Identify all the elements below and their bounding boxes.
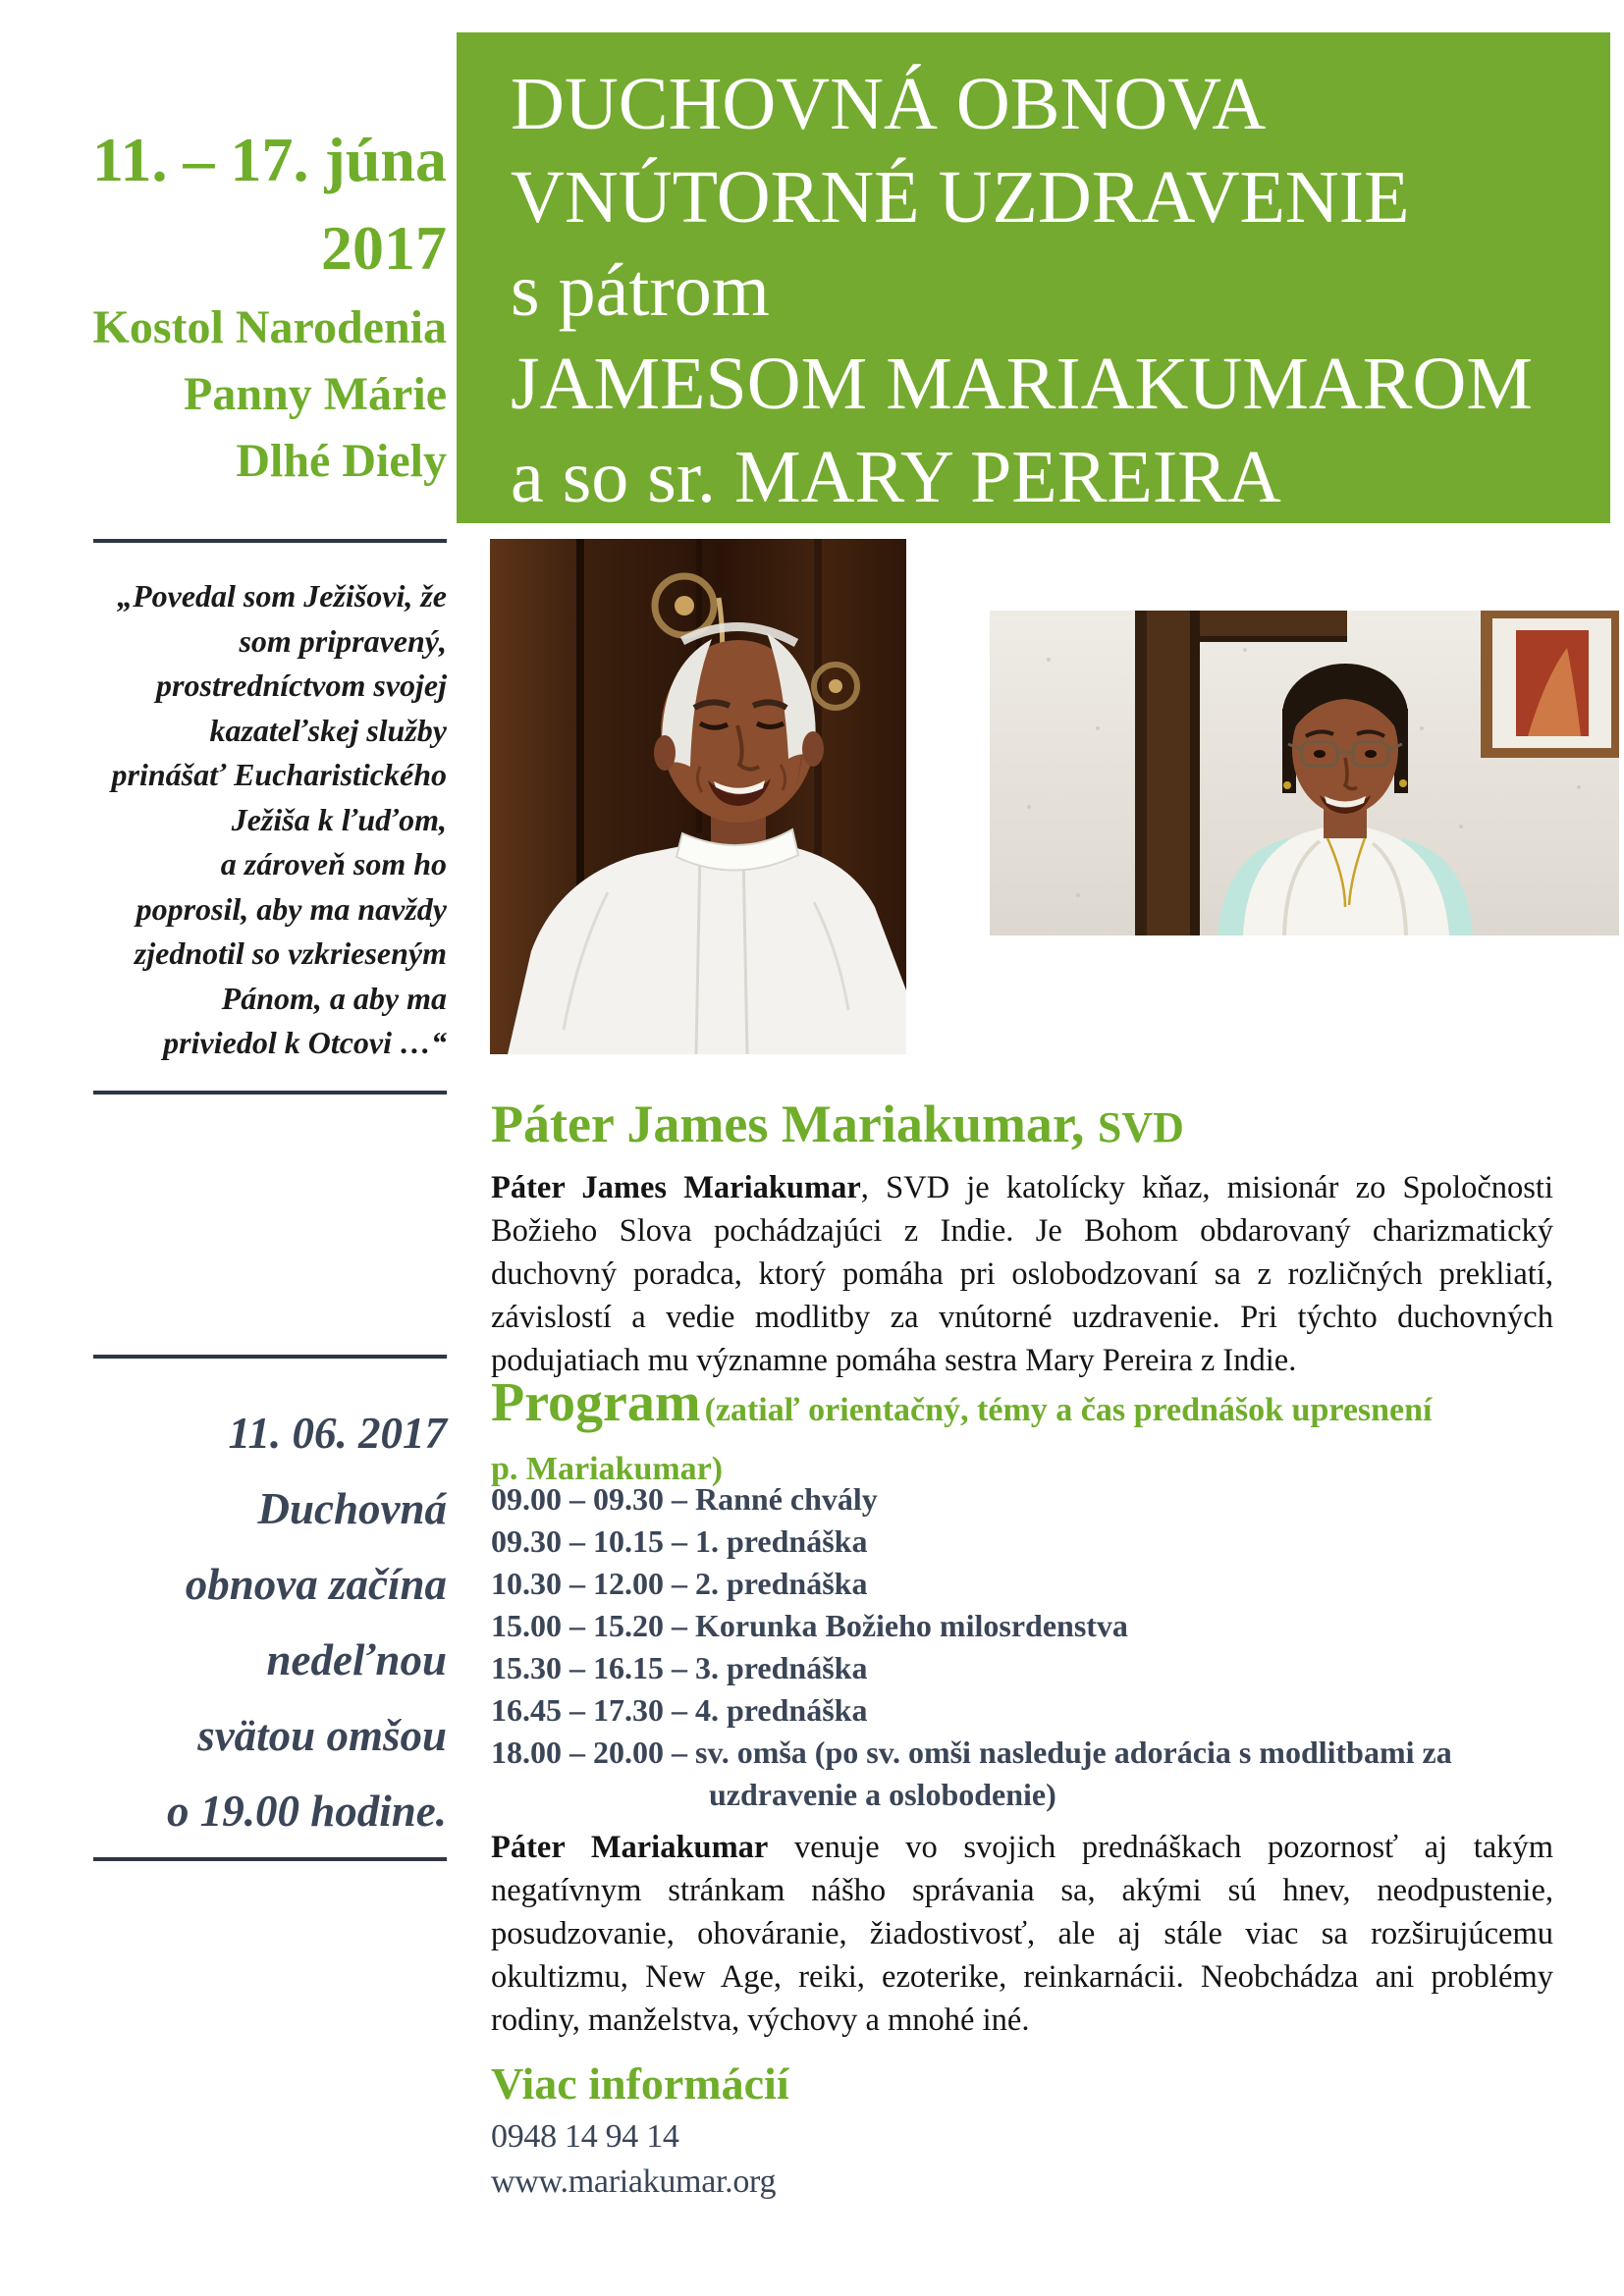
quote-line: Pánom, a aby ma (221, 980, 447, 1016)
start-line: nedeľnou (266, 1635, 447, 1684)
schedule-item: 09.00 – 09.30 – Ranné chvály (491, 1481, 878, 1517)
start-line: Duchovná (257, 1484, 447, 1533)
schedule-item: 09.30 – 10.15 – 1. prednáška (491, 1523, 868, 1559)
start-line: o 19.00 hodine. (166, 1787, 447, 1836)
banner-title-line: JAMESOM MARIAKUMAROM (511, 343, 1533, 425)
schedule-item: 10.30 – 12.00 – 2. prednáška (491, 1566, 868, 1601)
quote-line: kazateľskej služby (209, 712, 447, 748)
event-dates-line1: 11. – 17. júna (92, 125, 447, 194)
quote-line: „Povedal som Ježišovi, že (117, 578, 447, 614)
priest-portrait-illustration (490, 539, 906, 1054)
event-dates-line2: 2017 (321, 213, 447, 283)
start-line: 11. 06. 2017 (228, 1409, 447, 1458)
banner-title-line: VNÚTORNÉ UZDRAVENIE (511, 156, 1410, 239)
start-line: svätou omšou (197, 1711, 447, 1760)
divider (93, 1355, 447, 1359)
quote-line: zjednotil so vzkrieseným (134, 935, 447, 971)
divider (93, 539, 447, 543)
about-heading-main: Páter James Mariakumar, (491, 1095, 1085, 1153)
start-line: obnova začína (185, 1560, 447, 1609)
banner-title-line: a so sr. MARY PEREIRA (511, 436, 1281, 518)
schedule-item: 16.45 – 17.30 – 4. prednáška (491, 1692, 868, 1728)
event-dates (39, 116, 447, 293)
quote-line: priviedol k Otcovi …“ (163, 1025, 447, 1060)
photo-sister (990, 611, 1619, 935)
about-paragraph (491, 1166, 1553, 1382)
about-paragraph-text: , SVD je katolícky kňaz, misionár zo Spoločnosti Božieho Slova pochádzajúci z Indie. Je Bohom obdarovaný charizmatický duchovný poradca, ktorý pomáha pri oslobodzovaní sa z rozličných prekliatí, závislostí a vedie modlitby za vnútorné uzdravenie. Pri týchto duchovných podujatiach mu významne pomáha sestra Mary Pereira z Indie. (491, 1170, 1553, 1378)
program-subtitle-line1: (zatiaľ orientačný, témy a čas prednášok upresnení (704, 1392, 1433, 1428)
opening-quote (29, 574, 447, 1066)
photo-priest (490, 539, 906, 1054)
quote-line: prostredníctvom svojej (156, 667, 447, 703)
divider (93, 1857, 447, 1861)
contact-block (491, 2114, 776, 2205)
banner-title-line: s pátrom (511, 249, 770, 332)
about-heading-suffix: SVD (1097, 1103, 1184, 1151)
divider (93, 1091, 447, 1095)
more-info-heading: Viac informácií (491, 2058, 789, 2109)
schedule-item: 18.00 – 20.00 – sv. omša (po sv. omši nasleduje adorácia s modlitbami za (491, 1735, 1452, 1770)
quote-line: Ježiša k ľuďom, (231, 801, 447, 837)
quote-line: prinášať Eucharistického (111, 757, 447, 792)
about-heading (491, 1095, 1571, 1156)
framed-picture (1481, 611, 1619, 758)
banner-title-line: DUCHOVNÁ OBNOVA (511, 63, 1267, 145)
title-banner (457, 32, 1610, 523)
schedule-item: 15.00 – 15.20 – Korunka Božieho milosrdenstva (491, 1608, 1128, 1643)
quote-line: a zároveň som ho (220, 846, 447, 881)
schedule-item-continuation: uzdravenie a oslobodenie) (709, 1777, 1056, 1812)
topics-paragraph (491, 1826, 1553, 2042)
quote-line: poprosil, aby ma navždy (135, 890, 447, 927)
phone-number: 0948 14 94 14 (491, 2118, 679, 2155)
sister-portrait-illustration (990, 611, 1619, 935)
venue-line: Kostol Narodenia (92, 301, 447, 353)
retreat-start-note (29, 1396, 447, 1849)
venue-name (39, 294, 447, 495)
program-title: Program (491, 1372, 701, 1433)
topics-paragraph-lead: Páter Mariakumar (491, 1830, 769, 1865)
about-paragraph-lead: Páter James Mariakumar (491, 1170, 861, 1205)
website-url: www.mariakumar.org (491, 2163, 777, 2200)
program-schedule (491, 1478, 1610, 1816)
venue-line: Dlhé Diely (236, 435, 447, 487)
schedule-item: 15.30 – 16.15 – 3. prednáška (491, 1650, 868, 1685)
program-subtitle-line2: p. Mariakumar) (491, 1451, 724, 1487)
quote-line: som pripravený, (239, 622, 447, 659)
topics-paragraph-text: venuje vo svojich prednáškach pozornosť aj takým negatívnym stránkam nášho správania sa, akými sú hnev, neodpustenie, posudzovanie, ohováranie, žiadostivosť, ale aj stále viac sa rozširujúcemu okultizmu, New Age, reiki, ezoterike, reinkarnácii. Neobchádza ani problémy rodiny, manželstva, výchovy a mnohé iné. (491, 1830, 1553, 2038)
venue-line: Panny Márie (184, 368, 447, 420)
